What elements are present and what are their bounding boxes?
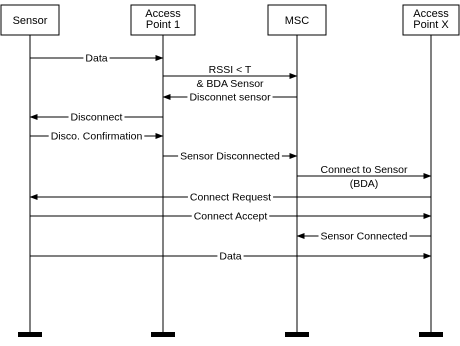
message-10 — [297, 230, 431, 243]
message-label-4: Disconnect — [70, 111, 123, 124]
actor-label-ap1-0: Access — [145, 8, 181, 20]
actor-label-apx-1: Point X — [413, 19, 449, 31]
message-9 — [30, 210, 431, 223]
actor-ap1 — [131, 5, 195, 35]
message-7 — [297, 164, 431, 190]
message-1 — [30, 52, 163, 65]
actor-sensor — [1, 5, 59, 35]
message-11 — [30, 250, 431, 263]
message-4 — [30, 111, 163, 124]
message-label-7-1: (BDA) — [349, 178, 379, 190]
message-label-7-0: Connect to Sensor — [320, 164, 408, 176]
actor-label-apx-0: Access — [413, 8, 449, 20]
message-label-2-1: & BDA Sensor — [196, 78, 264, 90]
lifeline-end-bar-msc — [285, 332, 309, 337]
actor-label-msc-0: MSC — [284, 15, 310, 27]
message-label-11: Data — [219, 250, 242, 263]
message-5 — [30, 130, 163, 143]
message-label-2-0: RSSI < T — [208, 64, 252, 76]
message-label-6: Sensor Disconnected — [180, 150, 280, 163]
actor-msc — [268, 5, 326, 35]
message-label-9: Connect Accept — [193, 210, 268, 223]
message-3 — [163, 91, 297, 104]
lifeline-end-bar-apx — [419, 332, 443, 337]
message-label-10: Sensor Connected — [320, 230, 408, 243]
message-label-3: Disconnet sensor — [189, 91, 271, 104]
message-label-8: Connect Request — [189, 191, 272, 204]
lifeline-end-bar-sensor — [18, 332, 42, 337]
message-label-5: Disco. Confirmation — [50, 130, 143, 143]
message-label-1: Data — [85, 52, 108, 65]
message-2 — [163, 64, 297, 90]
message-8 — [30, 191, 431, 204]
message-6 — [163, 150, 297, 163]
lifeline-end-bar-ap1 — [151, 332, 175, 337]
actor-apx — [403, 5, 459, 35]
actor-label-ap1-1: Point 1 — [145, 19, 181, 31]
actors — [1, 5, 459, 35]
actor-label-sensor-0: Sensor — [12, 15, 48, 27]
messages — [30, 52, 431, 263]
